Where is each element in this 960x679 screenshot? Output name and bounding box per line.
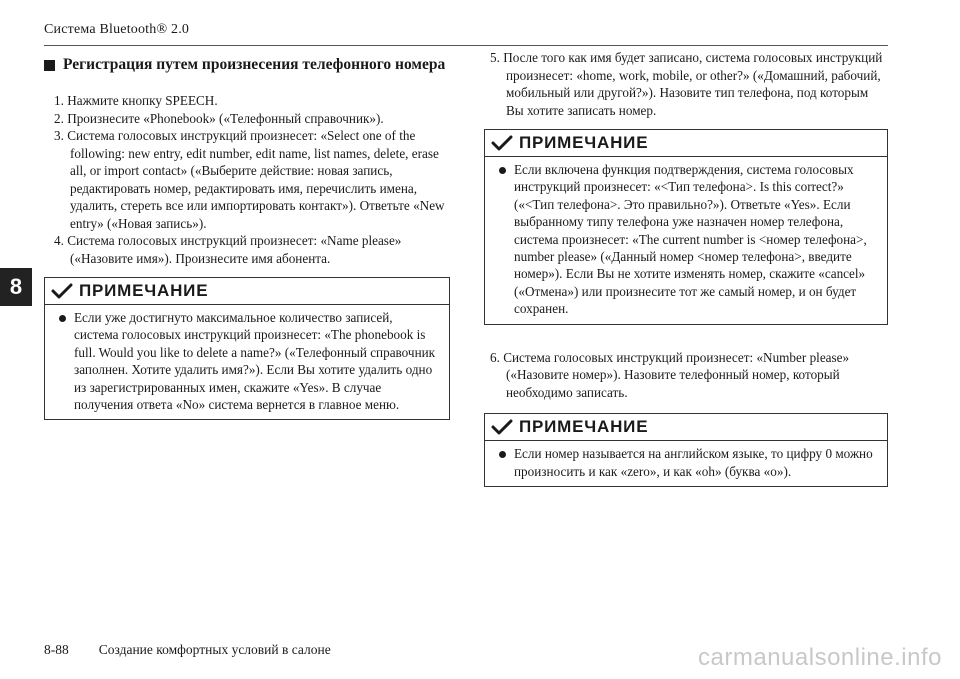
page-header-title: Система Bluetooth® 2.0 <box>44 22 190 37</box>
bullet-dot-icon <box>59 315 66 322</box>
note-body <box>485 157 887 324</box>
note-header <box>485 130 887 157</box>
note-bullet <box>59 309 439 413</box>
steps-list-right-2 <box>484 349 888 402</box>
note-body <box>485 441 887 486</box>
note-label: ПРИМЕЧАНИЕ <box>79 281 209 300</box>
page-number: 8-88 <box>44 642 69 657</box>
left-column <box>44 56 450 420</box>
bullet-dot-icon <box>499 451 506 458</box>
step-6: 6. Система голосовых инструкций произнесет: «Number please» («Назовите номер»). Назовите телефонный номер, который необходимо записать. <box>490 349 850 400</box>
chapter-tab: 8 <box>0 268 32 306</box>
checkmark-icon <box>491 135 513 151</box>
step-3: 3. Система голосовых инструкций произнесет: «Select one of the following: new entry, edit number, edit name, list names, delete, erase all, or import contact» («Выберите действие: новая запись, редактировать номер, редактировать имя, перечислить имена, удалить, стереть все или импортировать контакт»). Ответьте «New entry» («Новая запись»). <box>54 128 445 231</box>
bullet-dot-icon <box>499 167 506 174</box>
step-5: 5. После того как имя будет записано, система голосовых инструкций произнесет: «home, work, mobile, or other?» («Домашний, рабочий, мобильный или другой?»). Назовите тип телефона, под которым Вы хотите записать номер. <box>490 50 883 118</box>
steps-list <box>44 92 450 267</box>
header-divider <box>44 45 888 46</box>
note-bullet <box>499 445 877 480</box>
step-4: 4. Система голосовых инструкций произнесет: «Name please» («Назовите имя»). Произнесите имя абонента. <box>54 233 402 266</box>
watermark: carmanualsonline.info <box>698 644 942 671</box>
note-header <box>485 414 887 441</box>
checkmark-icon <box>491 419 513 435</box>
right-column <box>484 49 888 487</box>
steps-list-right <box>484 49 888 119</box>
note-label: ПРИМЕЧАНИЕ <box>519 417 649 437</box>
footer-chapter-title: Создание комфортных условий в салоне <box>98 642 331 657</box>
step-1: 1. Нажмите кнопку SPEECH. <box>54 93 218 108</box>
checkmark-icon <box>51 283 73 299</box>
note-header <box>45 278 449 305</box>
page-footer <box>44 642 331 658</box>
note-bullet <box>499 161 877 318</box>
section-heading-text: Регистрация путем произнесения телефонного номера <box>63 56 446 73</box>
note-text: Если уже достигнуто максимальное количество записей, система голосовых инструкций произнесет: «The phonebook is full. Would you like to delete a name?» («Телефонный справочник заполнен. Хотите удалить имя?»). Если Вы хотите удалить одно из зарегистрированных имен, скажите «Yes». В случае получения ответа «No» система вернется в главное меню. <box>74 310 436 413</box>
note-text: Если включена функция подтверждения, система голосовых инструкций произнесет: «<Тип телефона>. Is this correct?» («<Тип телефона>. Это правильно?»). Ответьте «Yes». Если выбранному типу телефона уже назначен номер телефона, система произнесет: «The current number is <номер телефона>, number please» («Данный номер <номер телефона>, введите номер»). Если Вы не хотите изменять номер, скажите «cancel» («Отмена») или произнесите тот же самый номер, и он будет сохранен. <box>514 162 867 317</box>
square-bullet-icon <box>44 60 55 71</box>
note-body <box>45 305 449 419</box>
note-box-2 <box>484 129 888 325</box>
section-heading <box>44 56 450 74</box>
note-text: Если номер называется на английском языке, то цифру 0 можно произносить и как «zero», и как «oh» (буква «o»). <box>514 446 873 479</box>
note-box-3 <box>484 413 888 487</box>
step-2: 2. Произнесите «Phonebook» («Телефонный справочник»). <box>54 110 384 126</box>
note-box-1 <box>44 277 450 420</box>
note-label: ПРИМЕЧАНИЕ <box>519 133 649 152</box>
